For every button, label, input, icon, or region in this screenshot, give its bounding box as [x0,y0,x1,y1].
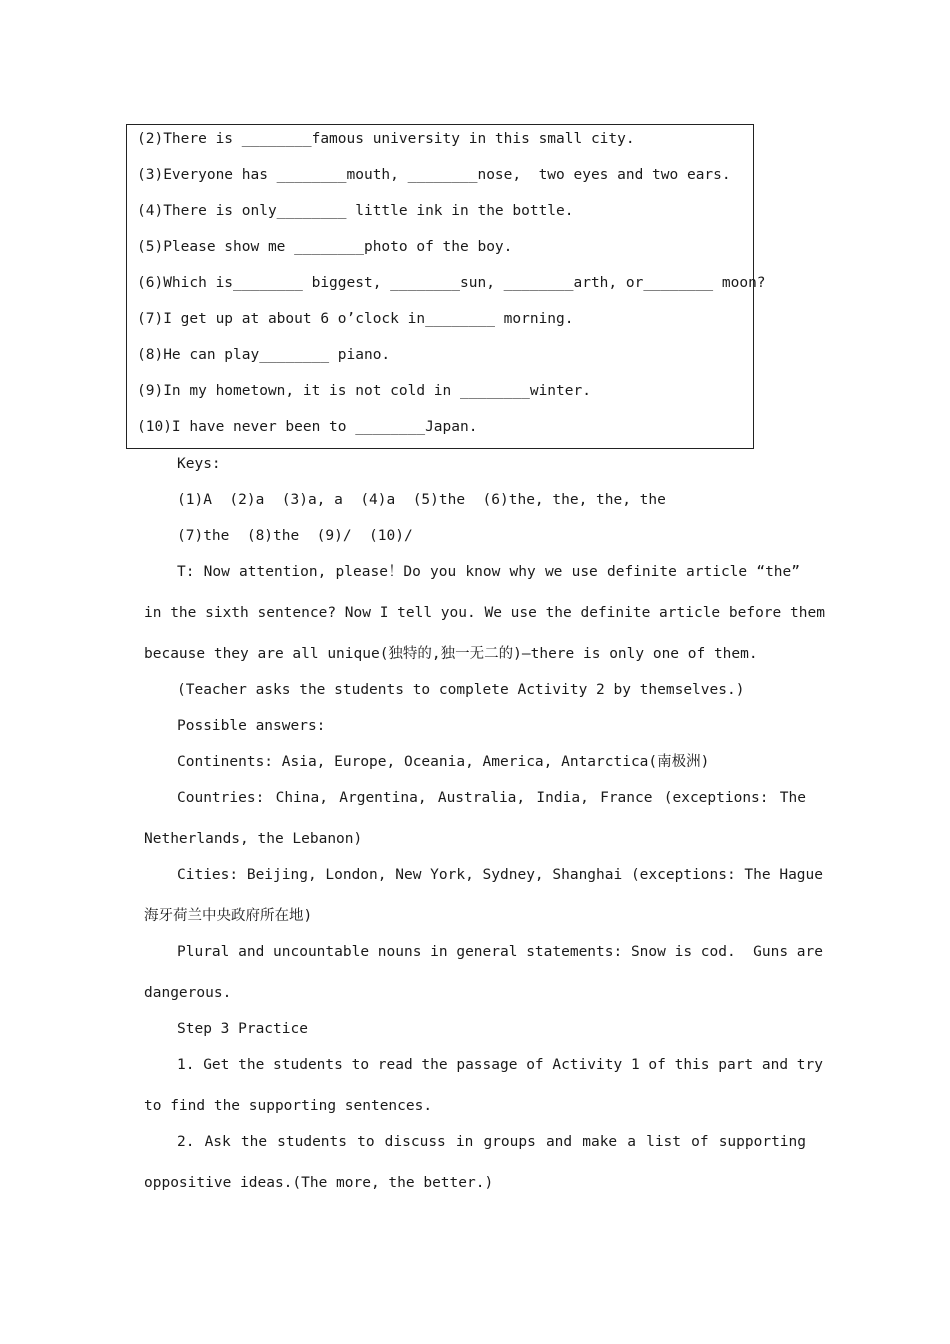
exercise-item-5: (5)Please show me ________photo of the boy. [137,239,513,255]
step-heading: Step 3 Practice [177,1021,308,1037]
keys-line-2: (7)the (8)the (9)/ (10)/ [177,528,413,544]
countries-line-1: Countries: China, Argentina, Australia, India, France (exceptions: The [177,790,806,806]
exercise-item-10: (10)I have never been to ________Japan. [137,419,478,435]
possible-answers-heading: Possible answers: [177,718,326,734]
plural-line-1: Plural and uncountable nouns in general statements: Snow is cod. Guns are [177,944,824,960]
keys-line-1: (1)A (2)a (3)a, a (4)a (5)the (6)the, the, the, the [177,492,666,508]
exercise-item-2: (2)There is ________famous university in this small city. [137,131,635,147]
teacher-line-3: because they are all unique(独特的,独一无二的)—there is only one of them. [144,646,758,662]
cities-line-2: 海牙荷兰中央政府所在地) [144,908,313,924]
exercise-item-3: (3)Everyone has ________mouth, ________nose, two eyes and two ears. [137,167,731,183]
teacher-line-1: T: Now attention, please！Do you know why we use definite article “the” [177,564,800,580]
exercise-item-9: (9)In my hometown, it is not cold in ________winter. [137,383,591,399]
teacher-line-2: in the sixth sentence? Now I tell you. We use the definite article before them [144,605,825,621]
exercise-item-6: (6)Which is________ biggest, ________sun, ________arth, or________ moon? [137,275,766,291]
exercise-item-7: (7)I get up at about 6 o’clock in________ morning. [137,311,574,327]
practice-1-line-1: 1. Get the students to read the passage of Activity 1 of this part and try [177,1057,824,1073]
teacher-note: (Teacher asks the students to complete Activity 2 by themselves.) [177,682,745,698]
practice-2-line-2: oppositive ideas.(The more, the better.) [144,1175,494,1191]
practice-2-line-1: 2. Ask the students to discuss in groups and make a list of supporting [177,1134,806,1150]
keys-title: Keys: [177,456,221,472]
plural-line-2: dangerous. [144,985,232,1001]
exercise-item-4: (4)There is only________ little ink in the bottle. [137,203,574,219]
continents-line: Continents: Asia, Europe, Oceania, America, Antarctica(南极洲) [177,754,710,770]
exercise-item-8: (8)He can play________ piano. [137,347,391,363]
practice-1-line-2: to find the supporting sentences. [144,1098,433,1114]
exercise-box [126,124,766,449]
countries-line-2: Netherlands, the Lebanon) [144,831,363,847]
cities-line-1: Cities: Beijing, London, New York, Sydney, Shanghai (exceptions: The Hague [177,867,824,883]
